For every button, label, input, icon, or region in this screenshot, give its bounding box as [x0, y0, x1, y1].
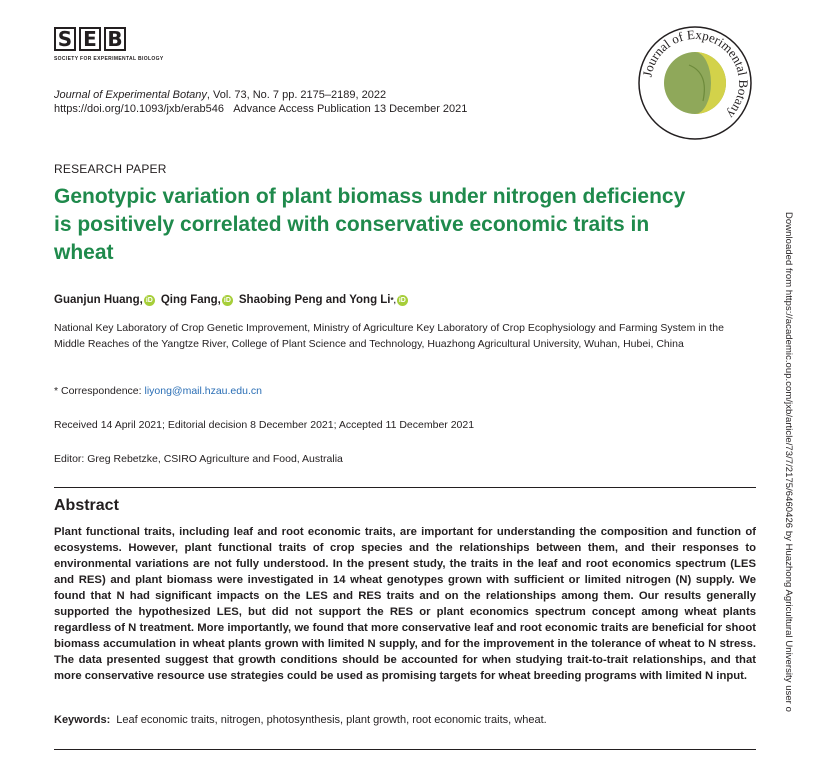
seb-letter-boxes [54, 27, 170, 51]
author-name[interactable]: Guanjun Huang, [54, 294, 143, 306]
orcid-icon[interactable]: iD [223, 296, 231, 304]
author-affiliation: National Key Laboratory of Crop Genetic Improvement, Ministry of Agriculture Key Laboratory of Crop Ecophysiology and Farming System in the Middle Reaches of the Yangtze River, College of Plant Science and Technology, Huazhong Agricultural University, Wuhan, Hubei, China [54, 322, 724, 350]
abstract-top-rule [54, 487, 756, 488]
journal-citation-line [54, 88, 467, 102]
advance-access-date: Advance Access Publication 13 December 2021 [233, 103, 468, 115]
keywords-label: Keywords: [54, 714, 111, 726]
author-list [54, 294, 410, 306]
journal-name: Journal of Experimental Botany [54, 89, 207, 101]
orcid-icon[interactable]: iD [145, 296, 153, 304]
abstract-heading: Abstract [54, 497, 119, 514]
publication-dates: Received 14 April 2021; Editorial decision 8 December 2021; Accepted 11 December 2021 [54, 419, 475, 431]
seb-letter-e: E [79, 27, 101, 51]
seal-text: Journal of Experimental Botany [639, 26, 752, 122]
keywords-text: Leaf economic traits, nitrogen, photosynthesis, plant growth, root economic traits, wheat. [116, 714, 547, 726]
journal-seal-logo [637, 25, 753, 141]
download-watermark: Downloaded from https://academic.oup.com/jxb/article/73/7/2175/6460426 by Huazhong Agricultural University user o [783, 212, 794, 712]
article-type-label: RESEARCH PAPER [54, 162, 167, 176]
author-name[interactable]: Qing Fang, [160, 294, 221, 306]
correspondence-email-link[interactable]: liyong@mail.hzau.edu.cn [144, 385, 262, 397]
abstract-bottom-rule [54, 749, 756, 750]
seb-letter-b: B [104, 27, 126, 51]
seb-logo-subtitle: SOCIETY FOR EXPERIMENTAL BIOLOGY [54, 56, 164, 62]
abstract-body: Plant functional traits, including leaf and root economic traits, are important for understanding the composition and function of ecosystems. However, plant functional traits of crop species and the relationships between them, and their responses to environmental variations are not fully understood. In the present study, the traits in the leaf and root economics spectrum (LES and RES) and plant biomass were investigated in 14 wheat genotypes grown with sufficient or limited nitrogen (N) supply. We found that N had significant impacts on the LES and RES traits and on the relationships among them. Our results generally supported the hypothesized LES, but did not support the RES or plant economics spectrum concept among wheat plants regardless of N treatment. More importantly, we found that more conservative leaf and root economic traits are beneficial for shoot biomass accumulation in wheat plants grown with limited N supply, and for the improvement in the tolerance of wheat to N stress. The data presented suggest that growth conditions should be accounted for when studying trait-to-trait relationships, and that more conservative resource use strategies could be used as promising targets for wheat breeding programs with limited N input. [54, 526, 756, 682]
author-name[interactable]: Shaobing Peng and Yong Li [238, 294, 391, 306]
journal-citation-block [54, 88, 467, 116]
journal-volume-info: , Vol. 73, No. 7 pp. 2175–2189, 2022 [206, 89, 387, 101]
keywords-line [54, 714, 547, 726]
orcid-icon[interactable]: iD [398, 296, 406, 304]
correspondence-line [54, 385, 262, 397]
doi-link[interactable]: https://doi.org/10.1093/jxb/erab546 [54, 103, 225, 115]
journal-doi-line [54, 102, 467, 116]
corresponding-author-marker: *, [390, 295, 396, 305]
seb-letter-s: S [54, 27, 76, 51]
seb-logo [54, 27, 170, 73]
editor-line: Editor: Greg Rebetzke, CSIRO Agriculture and Food, Australia [54, 453, 343, 465]
article-title: Genotypic variation of plant biomass under nitrogen deficiency is positively correlated with conservative economic traits in wheat [54, 185, 686, 264]
correspondence-label: * Correspondence: [54, 385, 142, 397]
